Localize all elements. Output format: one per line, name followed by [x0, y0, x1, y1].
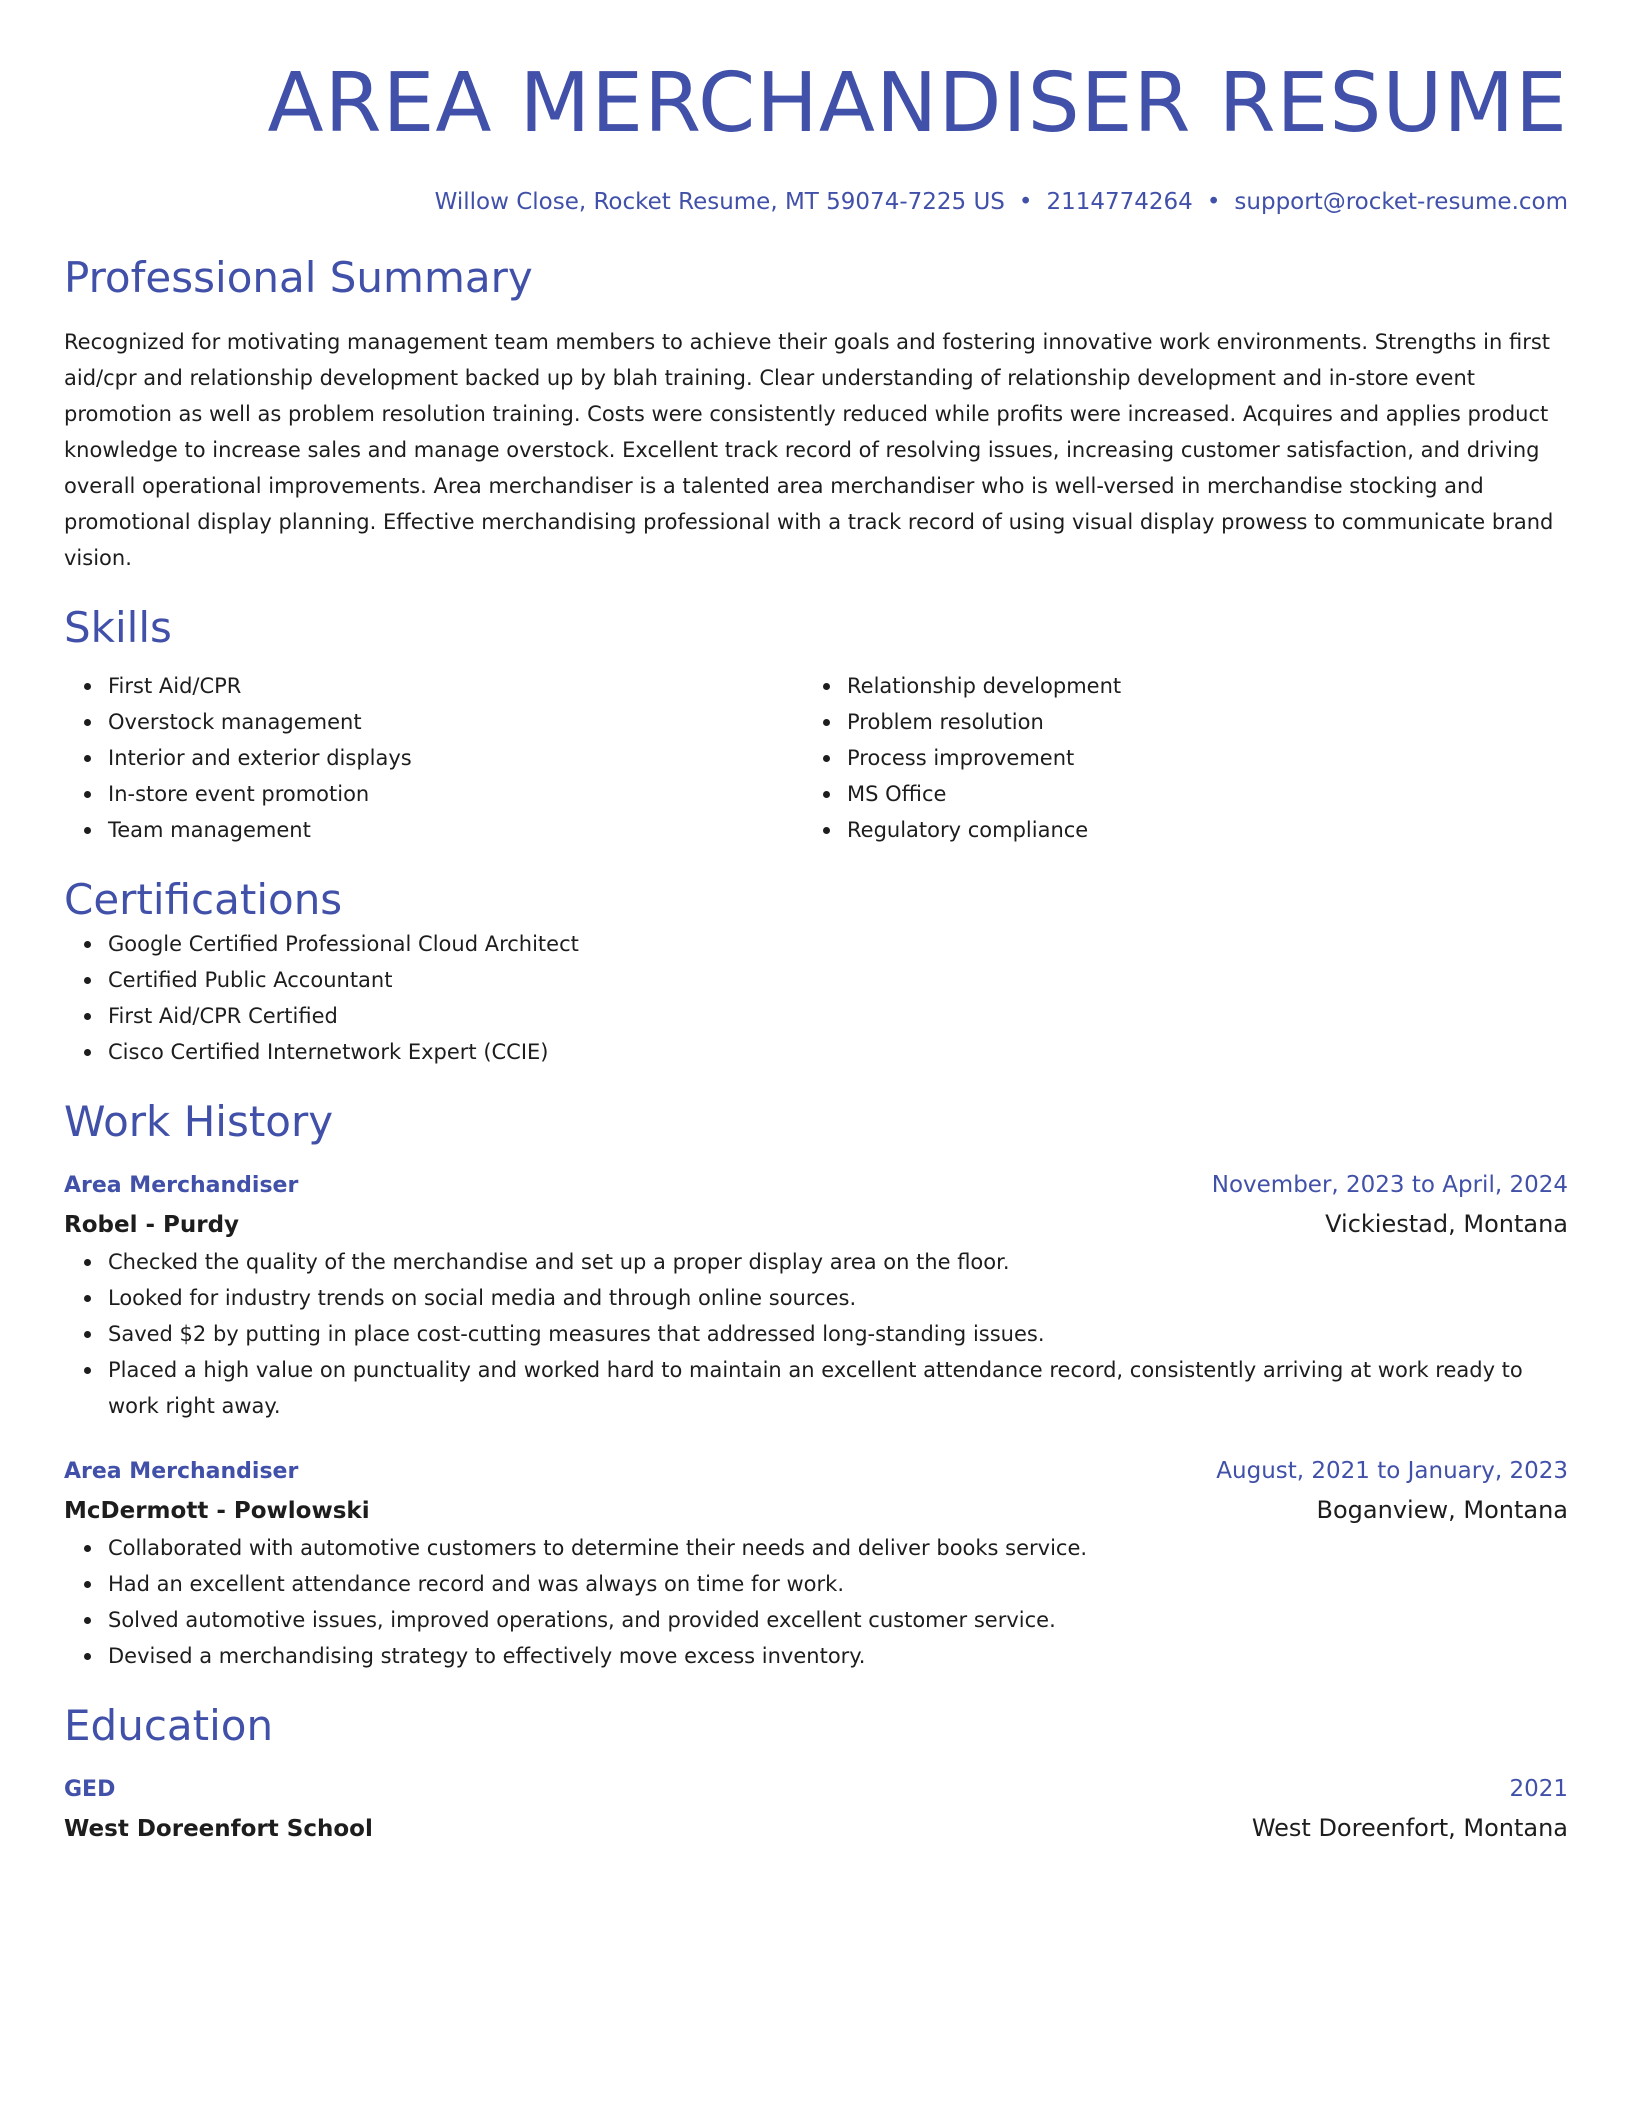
skill-item: Overstock management: [108, 704, 803, 740]
skill-item: Interior and exterior displays: [108, 740, 803, 776]
job-duty-item: Checked the quality of the merchandise and set up a proper display area on the floor.: [108, 1244, 1568, 1280]
skill-item: In-store event promotion: [108, 776, 803, 812]
job-employer: McDermott - Powlowski: [64, 1498, 370, 1524]
contact-separator: •: [1018, 189, 1033, 215]
certifications-list: [64, 926, 1568, 1070]
job-duty-item: Collaborated with automotive customers to determine their needs and deliver books service.: [108, 1530, 1568, 1566]
certification-item: Cisco Certified Internetwork Expert (CCIE): [108, 1034, 1568, 1070]
contact-email[interactable]: support@rocket-resume.com: [1234, 189, 1568, 215]
summary-heading: Professional Summary: [64, 253, 533, 302]
education-heading: Education: [64, 1701, 274, 1750]
skills-grid: [64, 668, 1568, 848]
certification-item: Google Certified Professional Cloud Architect: [108, 926, 1568, 962]
skills-heading: Skills: [64, 603, 172, 652]
job-dates: August, 2021 to January, 2023: [1216, 1458, 1568, 1484]
job-location: Boganview, Montana: [1316, 1496, 1568, 1524]
job-title-row: [64, 1166, 1568, 1205]
education-location: West Doreenfort, Montana: [1251, 1814, 1568, 1842]
job-title: Area Merchandiser: [64, 1459, 299, 1484]
job-duties-list: [64, 1530, 1568, 1674]
work-history-section: [64, 1096, 1568, 1674]
education-year: 2021: [1509, 1776, 1568, 1802]
skills-list-left: [64, 668, 803, 848]
skills-section: [64, 602, 1568, 848]
certification-item: Certified Public Accountant: [108, 962, 1568, 998]
job-duty-item: Looked for industry trends on social media and through online sources.: [108, 1280, 1568, 1316]
job-duties-list: [64, 1244, 1568, 1424]
job-duty-item: Had an excellent attendance record and was always on time for work.: [108, 1566, 1568, 1602]
resume-title: AREA MERCHANDISER RESUME: [267, 56, 1568, 151]
education-entry: [64, 1770, 1568, 1848]
contact-separator: •: [1206, 189, 1221, 215]
job-employer: Robel - Purdy: [64, 1212, 240, 1238]
job-employer-row: [64, 1205, 1568, 1244]
skill-item: Relationship development: [847, 668, 1568, 704]
skill-item: Team management: [108, 812, 803, 848]
certifications-section: [64, 874, 1568, 1070]
job-duty-item: Devised a merchandising strategy to effectively move excess inventory.: [108, 1638, 1568, 1674]
education-school: West Doreenfort School: [64, 1816, 373, 1842]
job-duty-item: Saved $2 by putting in place cost-cutting measures that addressed long-standing issues.: [108, 1316, 1568, 1352]
education-section: [64, 1700, 1568, 1848]
skill-item: Process improvement: [847, 740, 1568, 776]
certification-item: First Aid/CPR Certified: [108, 998, 1568, 1034]
job-title-row: [64, 1452, 1568, 1491]
skill-item: Problem resolution: [847, 704, 1568, 740]
education-degree: GED: [64, 1777, 116, 1802]
job-employer-row: [64, 1491, 1568, 1530]
job-location: Vickiestad, Montana: [1325, 1210, 1568, 1238]
skills-list-right: [803, 668, 1568, 848]
summary-text: Recognized for motivating management team members to achieve their goals and fostering innovative work environments. Strengths in first aid/cpr and relationship development backed up by blah training. Clear understanding of relationship development and in-store event promotion as well as problem resolution training. Costs were consistently reduced while profits were increased. Acquires and applies product knowledge to increase sales and manage overstock. Excellent track record of resolving issues, increasing customer satisfaction, and driving overall operational improvements. Area merchandiser is a talented area merchandiser who is well-versed in merchandise stocking and promotional display planning. Effective merchandising professional with a track record of using visual display prowess to communicate brand vision.: [64, 330, 1554, 570]
skill-item: First Aid/CPR: [108, 668, 803, 704]
skill-item: Regulatory compliance: [847, 812, 1568, 848]
certifications-heading: Certifications: [64, 875, 343, 924]
job-entry: [64, 1166, 1568, 1424]
job-dates: November, 2023 to April, 2024: [1211, 1172, 1568, 1198]
skill-item: MS Office: [847, 776, 1568, 812]
job-title: Area Merchandiser: [64, 1173, 299, 1198]
contact-address: Willow Close, Rocket Resume, MT 59074-7225 US: [434, 189, 1005, 215]
contact-line: [64, 186, 1568, 218]
job-entry: [64, 1452, 1568, 1674]
summary-section: [64, 252, 1568, 576]
education-school-row: [64, 1809, 1568, 1848]
job-duty-item: Placed a high value on punctuality and worked hard to maintain an excellent attendance record, consistently arriving at work ready to work right away.: [108, 1352, 1568, 1424]
contact-phone: 2114774264: [1046, 189, 1193, 215]
work-history-heading: Work History: [64, 1097, 334, 1146]
job-duty-item: Solved automotive issues, improved operations, and provided excellent customer service.: [108, 1602, 1568, 1638]
education-degree-row: [64, 1770, 1568, 1809]
resume-header: [64, 0, 1568, 218]
